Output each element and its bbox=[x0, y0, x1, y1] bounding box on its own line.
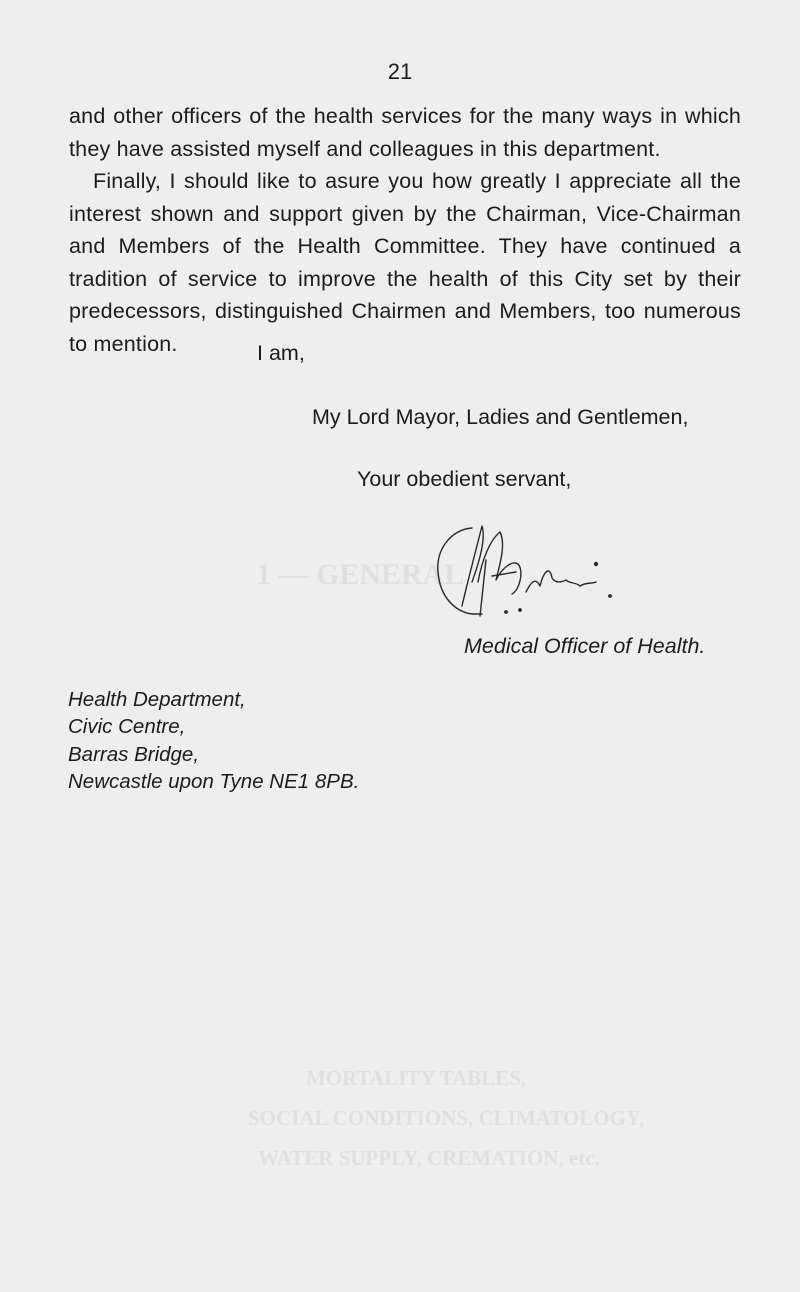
handwritten-signature bbox=[420, 520, 620, 620]
address-line: Newcastle upon Tyne NE1 8PB. bbox=[68, 769, 360, 793]
signature-upstroke bbox=[462, 526, 483, 606]
closing-salutation: My Lord Mayor, Ladies and Gentlemen, bbox=[312, 405, 689, 429]
page-number: 21 bbox=[387, 59, 413, 84]
address-line: Barras Bridge, bbox=[68, 742, 200, 766]
show-through-line: WATER SUPPLY, CREMATION, etc. bbox=[258, 1146, 600, 1170]
show-through-heading: 1 — GENERAL bbox=[256, 558, 465, 591]
address-line: Health Department, bbox=[68, 688, 246, 711]
address-block bbox=[68, 686, 359, 795]
signatory-title: Medical Officer of Health. bbox=[464, 634, 706, 658]
paragraph-closing-thanks: Finally, I should like to asure you how greatly I appreciate all the interest shown and support given by the Chairman, Vice-Chairman and Members of the Health Committee. They have continued a tradition of service to improve the health of this City set by their predecessors, distinguished Chairmen and Members, too numerous to mention. bbox=[69, 169, 741, 356]
show-through-line: SOCIAL CONDITIONS, CLIMATOLOGY, bbox=[248, 1106, 645, 1130]
signature-dot bbox=[519, 609, 521, 611]
signature-dot bbox=[609, 595, 611, 597]
address-line: Civic Centre, bbox=[68, 715, 186, 739]
closing-valediction: Your obedient servant, bbox=[357, 467, 572, 491]
paragraph-continuation: and other officers of the health services for the many ways in which they have assisted myself and colleagues in this department. bbox=[69, 104, 741, 161]
show-through-line: MORTALITY TABLES, bbox=[306, 1066, 527, 1090]
closing-i-am: I am, bbox=[257, 341, 305, 365]
signature-main-stroke bbox=[478, 532, 521, 594]
signature-tail bbox=[526, 571, 596, 592]
signature-underline-stroke bbox=[492, 572, 516, 576]
signature-dot bbox=[505, 611, 507, 613]
signature-dot bbox=[595, 563, 598, 566]
